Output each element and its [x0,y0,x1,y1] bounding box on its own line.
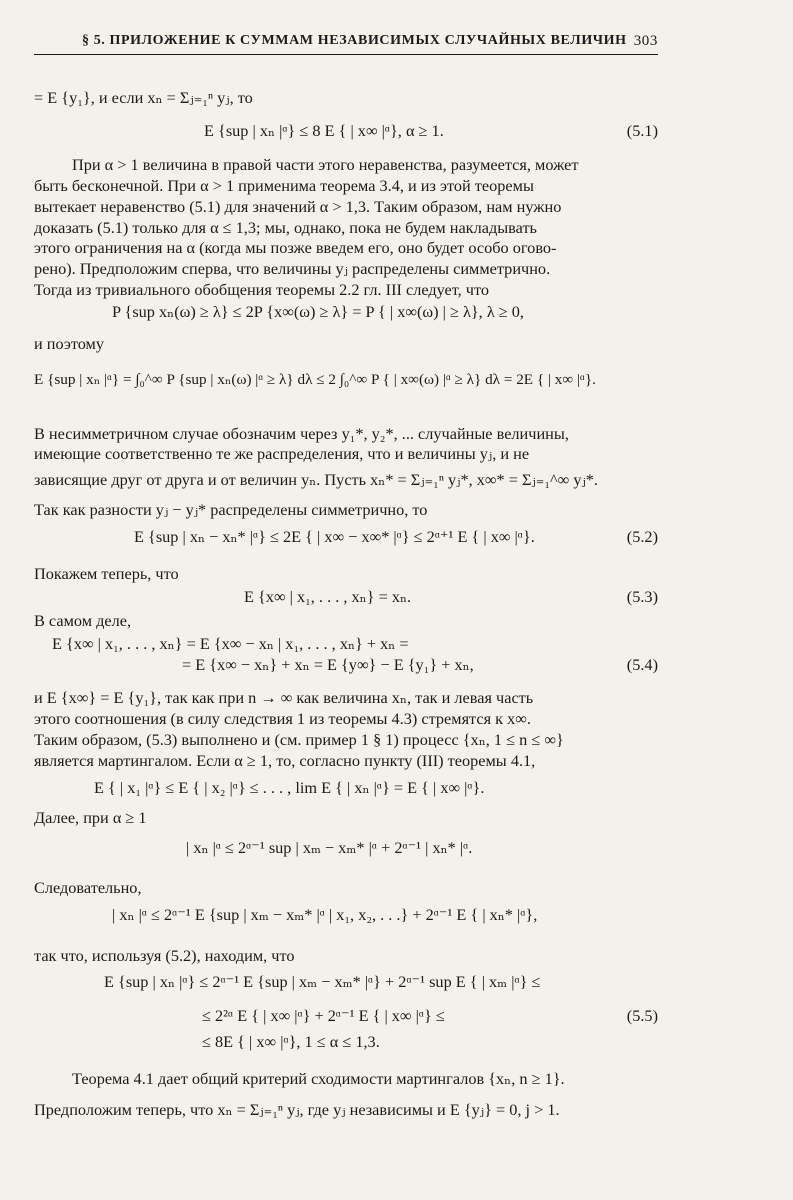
text-line: и E {x∞} = E {y₁}, так как при n → ∞ как величина xₙ, так и левая часть [34,688,534,707]
text-line: В самом деле, [34,611,132,630]
formula-line: ≤ 2²ᵅ E { | x∞ |ᵅ} + 2ᵅ⁻¹ E { | x∞ |ᵅ} ≤ [202,1006,445,1025]
text-line: Далее, при α ≥ 1 [34,808,147,827]
text-line: этого ограничения на α (когда мы позже введем его, оно будет особо огово- [34,238,557,257]
text-line: имеющие соответственно те же распределения, что и величины yⱼ, и не [34,444,530,463]
text-line: Следовательно, [34,878,142,897]
text-line: этого соотношения (в силу следствия 1 из теоремы 4.3) стремятся к x∞. [34,709,531,728]
formula-line: | xₙ |ᵅ ≤ 2ᵅ⁻¹ E {sup | xₘ − xₘ* |ᵅ | x₁, x₂, . . .} + 2ᵅ⁻¹ E { | xₙ* |ᵅ}, [112,905,538,924]
text-line: = E {y₁}, и если xₙ = Σⱼ₌₁ⁿ yⱼ, то [34,88,253,107]
text-line: Теорема 4.1 дает общий критерий сходимости мартингалов {xₙ, n ≥ 1}. [72,1069,565,1088]
text-line: Таким образом, (5.3) выполнено и (см. пример 1 § 1) процесс {xₙ, 1 ≤ n ≤ ∞} [34,730,564,749]
formula-line: = E {x∞ − xₙ} + xₙ = E {y∞} − E {y₁} + xₙ, [182,655,474,674]
running-header [34,28,658,55]
text-line: доказать (5.1) только для α ≤ 1,3; мы, однако, пока не будем накладывать [34,218,537,237]
text-line: При α > 1 величина в правой части этого неравенства, разумеется, может [72,155,579,174]
formula-line: ≤ 8E { | x∞ |ᵅ}, 1 ≤ α ≤ 1,3. [202,1032,380,1051]
text-line: и поэтому [34,334,104,353]
text-line: рено). Предположим сперва, что величины yⱼ распределены симметрично. [34,259,551,278]
formula-line: | xₙ |ᵅ ≤ 2ᵅ⁻¹ sup | xₘ − xₘ* |ᵅ + 2ᵅ⁻¹ | xₙ* |ᵅ. [186,838,473,857]
formula-line: P {sup xₙ(ω) ≥ λ} ≤ 2P {x∞(ω) ≥ λ} = P { | x∞(ω) | ≥ λ}, λ ≥ 0, [112,302,524,321]
text-line: зависящие друг от друга и от величин yₙ. Пусть xₙ* = Σⱼ₌₁ⁿ yⱼ*, x∞* = Σⱼ₌₁^∞ yⱼ*. [34,470,598,489]
equation-number: (5.1) [626,121,658,140]
text-line: быть бесконечной. При α > 1 применима теорема 3.4, и из этой теоремы [34,176,534,195]
formula-line: E {sup | xₙ |ᵅ} ≤ 2ᵅ⁻¹ E {sup | xₘ − xₘ* |ᵅ} + 2ᵅ⁻¹ sup E { | xₘ |ᵅ} ≤ [104,972,541,991]
equation-number: (5.3) [626,587,658,606]
running-title: § 5. ПРИЛОЖЕНИЕ К СУММАМ НЕЗАВИСИМЫХ СЛУЧАЙНЫХ ВЕЛИЧИН [82,33,627,48]
formula-line: E { | x₁ |ᵅ} ≤ E { | x₂ |ᵅ} ≤ . . . , lim E { | xₙ |ᵅ} = E { | x∞ |ᵅ}. [94,778,485,797]
text-line: Предположим теперь, что xₙ = Σⱼ₌₁ⁿ yⱼ, где yⱼ независимы и E {yⱼ} = 0, j > 1. [34,1100,560,1119]
formula-line: E {sup | xₙ |ᵅ} = ∫₀^∞ P {sup | xₙ(ω) |ᵅ ≥ λ} dλ ≤ 2 ∫₀^∞ P { | x∞(ω) |ᵅ ≥ λ} dλ = 2E { | x∞ |ᵅ}. [34,371,596,388]
page-number: 303 [633,33,658,49]
text-line: вытекает неравенство (5.1) для значений α > 1,3. Таким образом, нам нужно [34,197,562,216]
formula-line: E {x∞ | x₁, . . . , xₙ} = E {x∞ − xₙ | x₁, . . . , xₙ} + xₙ = [52,634,409,653]
equation-number: (5.5) [626,1006,658,1025]
text-line: Покажем теперь, что [34,564,179,583]
equation-number: (5.2) [626,527,658,546]
text-line: так что, используя (5.2), находим, что [34,946,295,965]
equation-number: (5.4) [626,655,658,674]
text-line: В несимметричном случае обозначим через y₁*, y₂*, ... случайные величины, [34,424,569,443]
formula-line: E {sup | xₙ − xₙ* |ᵅ} ≤ 2E { | x∞ − x∞* |ᵅ} ≤ 2ᵅ⁺¹ E { | x∞ |ᵅ}. [134,527,535,546]
text-line: является мартингалом. Если α ≥ 1, то, согласно пункту (III) теоремы 4.1, [34,751,536,770]
formula-line: E {sup | xₙ |ᵅ} ≤ 8 E { | x∞ |ᵅ}, α ≥ 1. [204,121,444,140]
formula-line: E {x∞ | x₁, . . . , xₙ} = xₙ. [244,587,412,606]
text-line: Так как разности yⱼ − yⱼ* распределены симметрично, то [34,500,428,519]
text-line: Тогда из тривиального обобщения теоремы 2.2 гл. III следует, что [34,280,490,299]
